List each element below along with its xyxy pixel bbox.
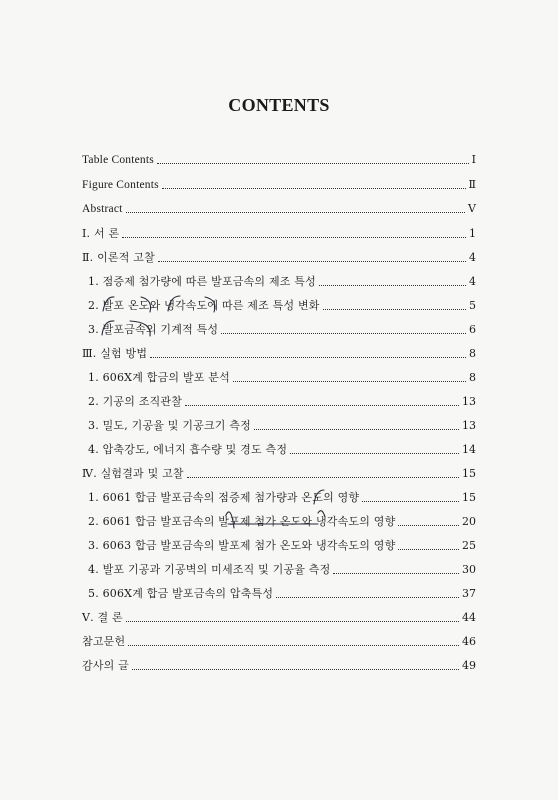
toc-entry-page: 8 <box>469 371 476 384</box>
dot-leader <box>150 357 466 358</box>
toc-entry[interactable] <box>88 417 476 433</box>
toc-entry-page: 25 <box>462 539 476 552</box>
toc-entry[interactable] <box>88 585 476 601</box>
toc-entry-page: Ⅱ <box>468 178 476 191</box>
dot-leader <box>276 597 459 598</box>
dot-leader <box>398 525 459 526</box>
toc-entry-page: 6 <box>469 323 476 336</box>
toc-entry[interactable] <box>88 321 476 337</box>
dot-leader <box>187 477 459 478</box>
dot-leader <box>128 645 459 646</box>
toc-entry-label: Abstract <box>82 203 123 215</box>
toc-entry-page: 37 <box>462 587 476 600</box>
toc-entry-label: 감사의 글 <box>82 659 130 672</box>
dot-leader <box>333 573 459 574</box>
toc-entry[interactable] <box>82 200 476 216</box>
toc-entry-label: 3. 6063 합금 발포금속의 발포제 첨가 온도와 냉각속도의 영향 <box>88 539 396 552</box>
toc-entry-page: 1 <box>469 227 476 240</box>
toc-entry[interactable] <box>82 657 476 673</box>
toc-entry-label: Ⅳ. 실험결과 및 고찰 <box>82 467 184 480</box>
toc-entry-page: 20 <box>462 515 476 528</box>
dot-leader <box>254 429 459 430</box>
toc-entry-page: 4 <box>469 275 476 288</box>
toc-entry-label: Ⅲ. 실험 방법 <box>82 347 148 360</box>
toc-entry[interactable] <box>88 441 476 457</box>
toc-entry-label: 4. 발포 기공과 기공벽의 미세조직 및 기공율 측정 <box>88 563 331 576</box>
dot-leader <box>126 621 459 622</box>
dot-leader <box>362 501 459 502</box>
toc-entry-label: 1. 점증제 첨가량에 따른 발포금속의 제조 특성 <box>88 275 316 288</box>
toc-entry[interactable] <box>88 393 476 409</box>
toc-entry[interactable] <box>88 369 476 385</box>
dot-leader <box>398 549 459 550</box>
dot-leader <box>185 405 459 406</box>
toc-entry[interactable] <box>82 249 476 265</box>
toc-entry[interactable] <box>88 297 476 313</box>
toc-entry[interactable] <box>82 633 476 649</box>
toc-entry-page: 5 <box>469 299 476 312</box>
toc-entry-label: 2. 6061 합금 발포금속의 발포제 첨가 온도와 냉각속도의 영향 <box>88 515 396 528</box>
toc-entry[interactable] <box>82 465 476 481</box>
toc-entry-page: 44 <box>462 611 476 624</box>
toc-entry[interactable] <box>88 561 476 577</box>
toc-entry[interactable] <box>82 345 476 361</box>
toc-entry-page: Ⅰ <box>471 153 476 166</box>
dot-leader <box>157 163 469 164</box>
toc-entry[interactable] <box>82 176 476 192</box>
dot-leader <box>323 309 466 310</box>
toc-entry-label: 2. 발포 온도와 냉각속도에 따른 제조 특성 변화 <box>88 299 320 312</box>
dot-leader <box>290 453 459 454</box>
page-title: CONTENTS <box>228 95 330 115</box>
toc-entry[interactable] <box>88 537 476 553</box>
toc-entry-page: 13 <box>462 395 476 408</box>
toc-entry-page: 46 <box>462 635 476 648</box>
toc-entry[interactable] <box>82 151 476 167</box>
dot-leader <box>162 188 466 189</box>
toc-entry[interactable] <box>82 225 476 241</box>
toc-entry-page: 49 <box>462 659 476 672</box>
dot-leader <box>126 212 465 213</box>
toc-entry-label: 1. 6061 합금 발포금속의 점증제 첨가량과 온도의 영향 <box>88 491 360 504</box>
toc-entry-label: 3. 밀도, 기공율 및 기공크기 측정 <box>88 419 251 432</box>
toc-entry-label: 4. 압축강도, 에너지 흡수량 및 경도 측정 <box>88 443 288 456</box>
toc-entry-page: 8 <box>469 347 476 360</box>
toc-entry-label: Ⅱ. 이론적 고찰 <box>82 251 155 264</box>
toc-entry-page: Ⅴ <box>468 202 476 215</box>
toc-entry-label: 1. 606X계 합금의 발포 분석 <box>88 371 230 384</box>
dot-leader <box>132 669 459 670</box>
toc-entry-label: 2. 기공의 조직관찰 <box>88 395 183 408</box>
toc-entry[interactable] <box>88 489 476 505</box>
dot-leader <box>319 285 466 286</box>
dot-leader <box>122 237 466 238</box>
toc-entry-page: 30 <box>462 563 476 576</box>
toc-entry-label: Ⅰ. 서 론 <box>82 227 120 240</box>
toc-entry-label: Figure Contents <box>82 179 159 191</box>
dot-leader <box>158 261 466 262</box>
toc-entry-page: 14 <box>462 443 476 456</box>
toc-entry-page: 13 <box>462 419 476 432</box>
toc-entry-label: 5. 606X계 합금 발포금속의 압축특성 <box>88 587 274 600</box>
toc-entry-label: 3. 발포금속의 기계적 특성 <box>88 323 219 336</box>
toc-entry[interactable] <box>88 513 476 529</box>
toc-entry[interactable] <box>88 273 476 289</box>
dot-leader <box>233 381 466 382</box>
dot-leader <box>221 333 466 334</box>
toc-entry-label: Table Contents <box>82 154 154 166</box>
toc-entry-label: Ⅴ. 결 론 <box>82 611 123 624</box>
toc-entry-label: 참고문헌 <box>82 635 126 648</box>
toc-entry-page: 4 <box>469 251 476 264</box>
toc-entry[interactable] <box>82 609 476 625</box>
toc-entry-page: 15 <box>462 467 476 480</box>
toc-entry-page: 15 <box>462 491 476 504</box>
